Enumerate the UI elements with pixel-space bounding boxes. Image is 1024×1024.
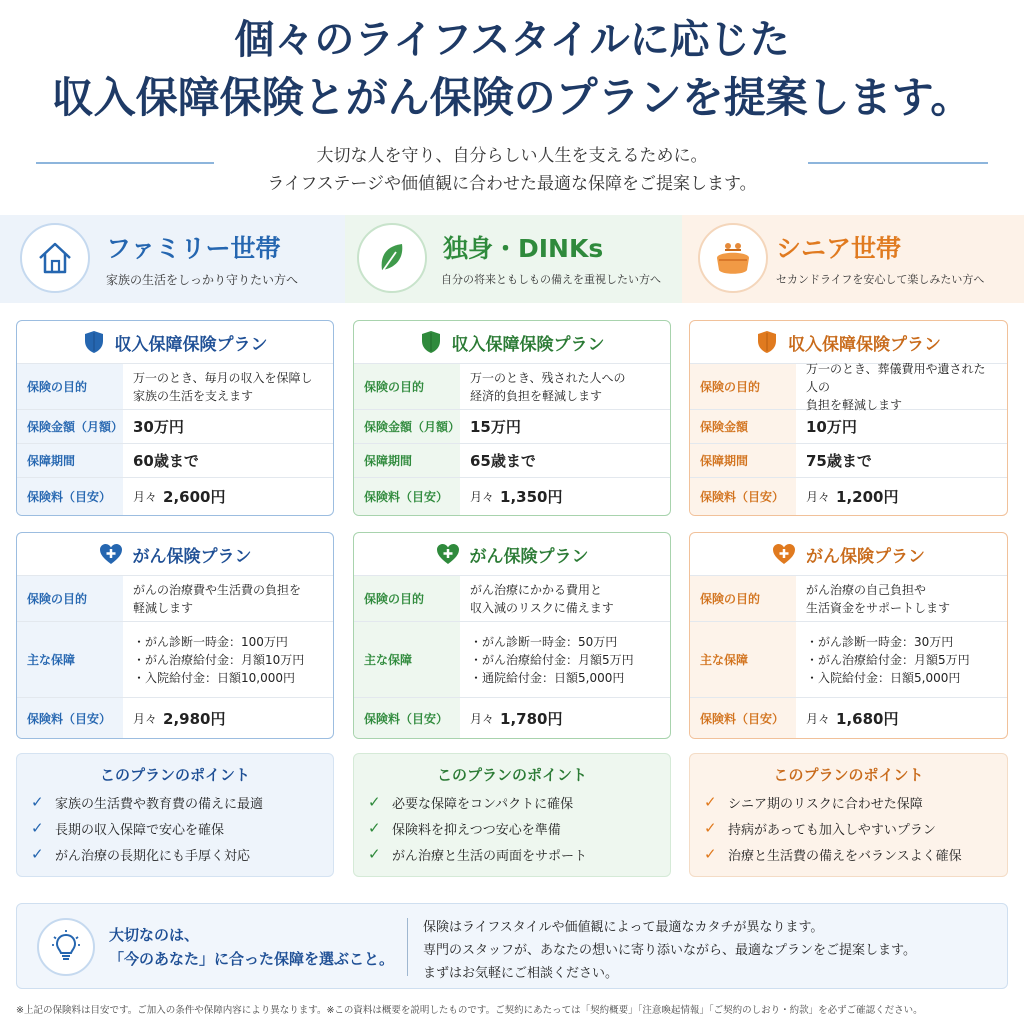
lightbulb-icon (37, 918, 95, 976)
point-item (31, 793, 333, 811)
subtitle-line1: 大切な人を守り、自分らしい人生を支えるために。 (316, 146, 708, 166)
page-title-line2: 収入保障保険とがん保険のプランを提案します。 (51, 73, 973, 122)
check-icon: ✓ (704, 793, 717, 811)
row-label: 保険料（目安） (690, 478, 796, 515)
point-item (704, 845, 1007, 863)
card-title: がん保険プラン (132, 546, 252, 567)
plan-points (353, 753, 671, 877)
cancer-plan-card (16, 532, 334, 739)
coverage-item: ・がん治療給付金：月額5万円 (806, 652, 970, 667)
segment-title: 独身・DINKs (443, 234, 604, 263)
coverage-item: ・がん診断一時金：30万円 (806, 634, 954, 649)
closing-message (16, 903, 1008, 989)
check-icon: ✓ (368, 819, 381, 837)
segment-family (0, 215, 345, 303)
purpose-text: 収入減のリスクに備えます (470, 600, 614, 615)
coverage-item: ・通院給付金：日額5,000円 (470, 670, 625, 685)
row-label: 主な保障 (17, 622, 123, 697)
premium-value: 1,680円 (836, 709, 899, 728)
income-plan-card (353, 320, 671, 516)
medical-heart-icon (436, 543, 460, 565)
purpose-text: 家族の生活を支えます (133, 388, 254, 403)
segment-desc: セカンドライフを安心して楽しみたい方へ (776, 273, 985, 286)
period-value: 60歳まで (133, 451, 199, 470)
subtitle-line2: ライフステージや価値観に合わせた最適な保障をご提案します。 (267, 174, 757, 194)
income-plan-card (689, 320, 1008, 516)
point-item (31, 819, 333, 837)
card-title: がん保険プラン (806, 546, 925, 567)
check-icon: ✓ (31, 793, 44, 811)
row-label: 保険の目的 (690, 364, 796, 409)
premium-value: 1,350円 (500, 487, 563, 506)
medical-heart-icon (772, 543, 796, 565)
coverage-item: ・がん治療給付金：月額5万円 (470, 652, 634, 667)
check-icon: ✓ (368, 845, 381, 863)
point-item (704, 793, 1007, 811)
card-title: 収入保障保険プラン (788, 334, 941, 355)
coverage-item: ・がん治療給付金：月額10万円 (133, 652, 305, 667)
row-label: 保険金額（月額） (354, 410, 460, 443)
point-item (368, 819, 670, 837)
points-title: このプランのポイント (773, 766, 924, 784)
purpose-text: 万一のとき、毎月の収入を保障し (133, 370, 313, 385)
points-title: このプランのポイント (436, 766, 587, 784)
page-title-line1: 個々のライフスタイルに応じた (234, 16, 790, 63)
premium-prefix: 月々 (133, 711, 158, 726)
shield-icon (756, 330, 778, 354)
plan-points (16, 753, 334, 877)
lead-text: 「今のあなた」に合った保障を選ぶこと。 (109, 950, 395, 968)
lead-text: 大切なのは、 (109, 926, 200, 944)
premium-value: 2,980円 (163, 709, 226, 728)
purse-icon (698, 223, 768, 293)
coverage-item: ・がん診断一時金：50万円 (470, 634, 618, 649)
premium-value: 1,200円 (836, 487, 899, 506)
cancer-plan-card (353, 532, 671, 739)
medical-heart-icon (99, 543, 123, 565)
vertical-divider (407, 918, 408, 976)
cancer-plan-card (689, 532, 1008, 739)
footnote: ※上記の保険料は目安です。ご加入の条件や保障内容により異なります。※この資料は概要を説明したものです。ご契約にあたっては「契約概要」「注意喚起情報」「ご契約のしおり・約款」を必ずご確認ください。 (16, 1005, 923, 1016)
coverage-item: ・入院給付金：日額10,000円 (133, 670, 295, 685)
row-label: 保険の目的 (17, 364, 123, 409)
amount-value: 30万円 (133, 417, 184, 436)
coverage-item: ・入院給付金：日額5,000円 (806, 670, 961, 685)
purpose-text: 軽減します (133, 600, 194, 615)
row-label: 保険金額（月額） (17, 410, 123, 443)
row-label: 保険料（目安） (17, 698, 123, 739)
card-title: 収入保障保険プラン (451, 334, 605, 355)
premium-prefix: 月々 (470, 711, 495, 726)
row-label: 保険料（目安） (354, 478, 460, 515)
point-item (31, 845, 333, 863)
row-label: 保険の目的 (354, 364, 460, 409)
purpose-text: 経済的負担を軽減します (470, 388, 603, 403)
shield-icon (83, 330, 105, 354)
row-label: 保険料（目安） (17, 478, 123, 515)
check-icon: ✓ (704, 845, 717, 863)
income-plan-card (16, 320, 334, 516)
house-icon (20, 223, 90, 293)
point-text: 長期の収入保障で安心を確保 (55, 822, 225, 838)
purpose-text: がん治療の自己負担や (806, 582, 927, 597)
row-label: 保険の目的 (354, 576, 460, 621)
amount-value: 15万円 (470, 417, 521, 436)
period-value: 75歳まで (806, 451, 872, 470)
period-value: 65歳まで (470, 451, 536, 470)
point-text: 持病があっても加入しやすいプラン (728, 822, 936, 838)
purpose-text: 生活資金をサポートします (806, 600, 951, 615)
premium-value: 2,600円 (163, 487, 226, 506)
message-text: 保険はライフスタイルや価値観によって最適なカタチが異なります。 (423, 920, 824, 935)
segment-desc: 自分の将来ともしもの備えを重視したい方へ (441, 273, 661, 286)
amount-value: 10万円 (806, 417, 857, 436)
point-text: 治療と生活費の備えをバランスよく確保 (728, 848, 962, 864)
row-label: 保険の目的 (690, 576, 796, 621)
row-label: 保険料（目安） (354, 698, 460, 739)
row-label: 保険料（目安） (690, 698, 796, 739)
premium-prefix: 月々 (806, 711, 831, 726)
segment-title: シニア世帯 (776, 234, 902, 263)
segment-senior (682, 215, 1024, 303)
card-title: 収入保障保険プラン (114, 334, 268, 355)
check-icon: ✓ (704, 819, 717, 837)
segment-title: ファミリー世帯 (106, 234, 281, 263)
coverage-item: ・がん診断一時金：100万円 (133, 634, 288, 649)
purpose-text: 負担を軽減します (806, 397, 903, 412)
purpose-text: 万一のとき、残された人への (470, 370, 626, 385)
message-text: まずはお気軽にご相談ください。 (423, 966, 619, 981)
check-icon: ✓ (31, 845, 44, 863)
row-label: 保障期間 (690, 444, 796, 477)
row-label: 保障期間 (17, 444, 123, 477)
shield-icon (420, 330, 442, 354)
point-text: 必要な保障をコンパクトに確保 (392, 796, 574, 812)
point-item (704, 819, 1007, 837)
check-icon: ✓ (368, 793, 381, 811)
premium-prefix: 月々 (806, 489, 831, 504)
row-label: 主な保障 (354, 622, 460, 697)
point-text: 保険料を抑えつつ安心を準備 (392, 822, 561, 838)
point-text: がん治療の長期化にも手厚く対応 (55, 848, 251, 864)
segment-single-dinks (345, 215, 682, 303)
segment-desc: 家族の生活をしっかり守りたい方へ (106, 273, 299, 287)
row-label: 保険の目的 (17, 576, 123, 621)
card-title: がん保険プラン (469, 546, 589, 567)
premium-value: 1,780円 (500, 709, 563, 728)
row-label: 保険金額 (690, 410, 796, 443)
plan-points (689, 753, 1008, 877)
row-label: 主な保障 (690, 622, 796, 697)
points-title: このプランのポイント (99, 766, 250, 784)
point-text: シニア期のリスクに合わせた保障 (728, 796, 923, 812)
point-text: 家族の生活費や教育費の備えに最適 (55, 796, 264, 812)
premium-prefix: 月々 (470, 489, 495, 504)
message-text: 専門のスタッフが、あなたの想いに寄り添いながら、最適なプランをご提案します。 (423, 943, 916, 958)
check-icon: ✓ (31, 819, 44, 837)
purpose-text: 万一のとき、葬儀費用や遺された人の (806, 361, 986, 394)
point-item (368, 793, 670, 811)
leaf-icon (357, 223, 427, 293)
purpose-text: がんの治療費や生活費の負担を (133, 582, 302, 597)
premium-prefix: 月々 (133, 489, 158, 504)
purpose-text: がん治療にかかる費用と (470, 582, 603, 597)
row-label: 保障期間 (354, 444, 460, 477)
point-text: がん治療と生活の両面をサポート (392, 848, 588, 864)
point-item (368, 845, 670, 863)
